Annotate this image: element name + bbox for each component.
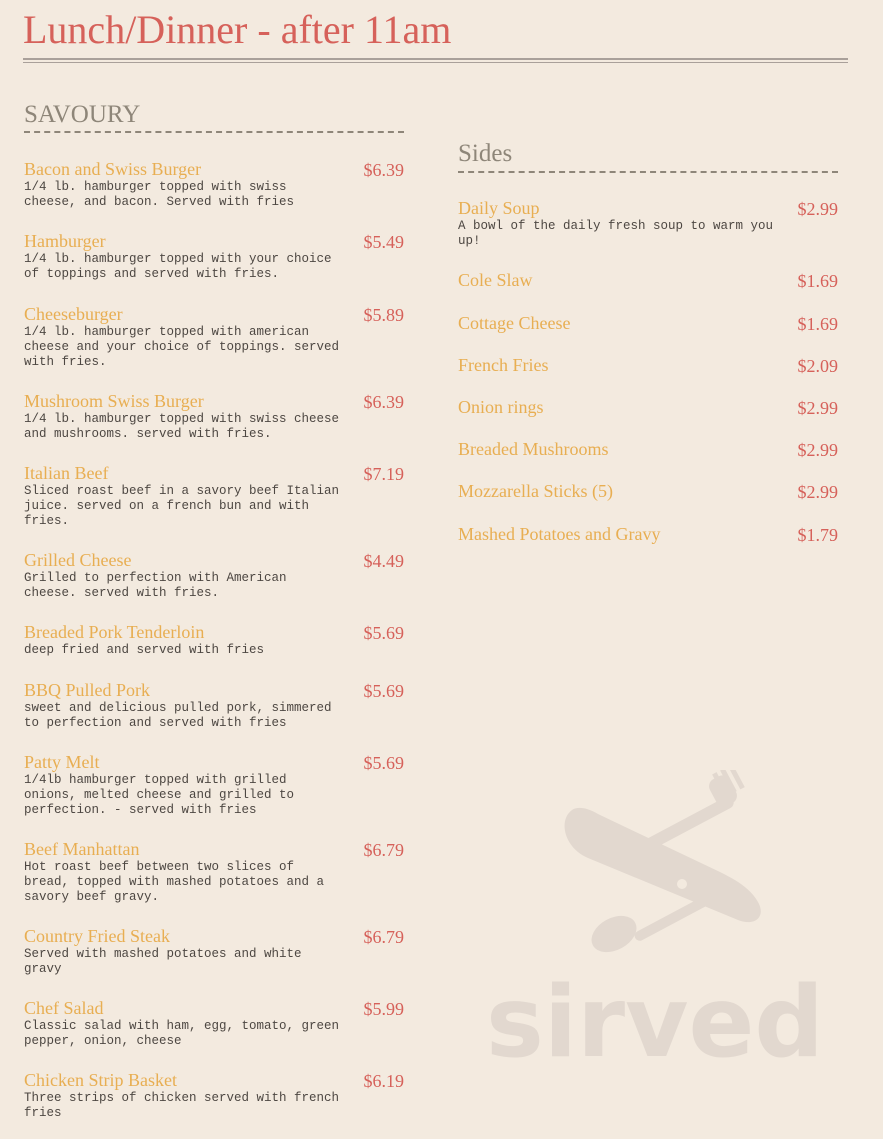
menu-item xyxy=(458,197,838,252)
item-price: $6.39 xyxy=(363,392,404,412)
menu-item xyxy=(24,621,404,661)
item-price: $2.09 xyxy=(797,356,838,376)
menu-item xyxy=(458,396,838,420)
item-price: $5.69 xyxy=(363,681,404,701)
item-name: Beef Manhattan xyxy=(24,839,140,859)
menu-item xyxy=(458,354,838,378)
menu-item xyxy=(24,925,404,975)
menu-item xyxy=(24,390,404,440)
menu-item xyxy=(24,158,404,208)
menu-item xyxy=(24,679,404,729)
page-title: Lunch/Dinner - after 11am xyxy=(23,7,452,52)
item-description: 1/4 lb. hamburger topped with swiss cheese, and bacon. Served with fries xyxy=(24,180,295,209)
item-name: Bacon and Swiss Burger xyxy=(24,159,202,179)
item-price: $5.69 xyxy=(363,623,404,643)
menu-item xyxy=(458,312,838,336)
item-price: $2.99 xyxy=(797,398,838,418)
item-name: Cheeseburger xyxy=(24,304,123,324)
item-name: Breaded Mushrooms xyxy=(458,439,609,459)
menu-item xyxy=(24,838,404,903)
item-name: Chef Salad xyxy=(24,998,104,1018)
item-description: Three strips of chicken served with french fries xyxy=(24,1091,340,1120)
menu-item xyxy=(24,462,404,527)
item-price: $5.69 xyxy=(363,753,404,773)
menu-item xyxy=(458,523,838,547)
item-price: $1.69 xyxy=(797,271,838,291)
sirved-wordmark: sirved xyxy=(486,966,824,1070)
item-price: $5.49 xyxy=(363,232,404,252)
item-description: 1/4lb hamburger topped with grilled onions, melted cheese and grilled to perfection. - served with fries xyxy=(24,773,295,817)
menu-item xyxy=(458,480,838,504)
item-name: Onion rings xyxy=(458,397,544,417)
item-name: Mashed Potatoes and Gravy xyxy=(458,524,661,544)
item-name: Hamburger xyxy=(24,231,106,251)
item-description: sweet and delicious pulled pork, simmered to perfection and served with fries xyxy=(24,701,332,730)
item-name: Cottage Cheese xyxy=(458,313,571,333)
item-description: Hot roast beef between two slices of bread, topped with mashed potatoes and a savory beef gravy. xyxy=(24,860,325,904)
item-price: $2.99 xyxy=(797,482,838,502)
menu-item xyxy=(458,438,838,462)
item-price: $4.49 xyxy=(363,551,404,571)
item-price: $5.89 xyxy=(363,305,404,325)
menu-item xyxy=(24,549,404,599)
item-name: Daily Soup xyxy=(458,198,540,218)
item-name: Chicken Strip Basket xyxy=(24,1070,177,1090)
item-description: 1/4 lb. hamburger topped with swiss cheese and mushrooms. served with fries. xyxy=(24,412,340,441)
section-title-savoury: SAVOURY xyxy=(24,101,141,128)
section-divider-sides xyxy=(458,171,838,173)
item-price: $6.79 xyxy=(363,840,404,860)
menu-item xyxy=(24,1069,404,1119)
item-name: Breaded Pork Tenderloin xyxy=(24,622,205,642)
item-description: Sliced roast beef in a savory beef Italian juice. served on a french bun and with fries. xyxy=(24,484,340,528)
item-name: Grilled Cheese xyxy=(24,550,132,570)
item-name: Mushroom Swiss Burger xyxy=(24,391,204,411)
fork-knife-spoon-icon xyxy=(565,770,761,959)
item-description: 1/4 lb. hamburger topped with american cheese and your choice of toppings. served with fries. xyxy=(24,325,340,369)
item-name: Cole Slaw xyxy=(458,270,533,290)
item-description: Classic salad with ham, egg, tomato, green pepper, onion, cheese xyxy=(24,1019,340,1048)
section-title-sides: Sides xyxy=(458,140,513,167)
item-price: $2.99 xyxy=(797,440,838,460)
title-divider xyxy=(23,58,848,63)
item-description: Grilled to perfection with American cheese. served with fries. xyxy=(24,571,287,600)
sirved-logo xyxy=(480,770,830,1070)
item-price: $2.99 xyxy=(797,199,838,219)
item-name: Country Fried Steak xyxy=(24,926,170,946)
item-description: 1/4 lb. hamburger topped with your choice of toppings and served with fries. xyxy=(24,252,332,281)
menu-item xyxy=(458,269,838,293)
item-price: $6.19 xyxy=(363,1071,404,1091)
item-price: $7.19 xyxy=(363,464,404,484)
item-description: deep fried and served with fries xyxy=(24,643,265,657)
section-divider-savoury xyxy=(24,131,404,133)
item-name: BBQ Pulled Pork xyxy=(24,680,151,700)
item-description: Served with mashed potatoes and white gravy xyxy=(24,947,302,976)
menu-item xyxy=(24,997,404,1047)
item-name: Patty Melt xyxy=(24,752,100,772)
item-name: French Fries xyxy=(458,355,549,375)
item-price: $5.99 xyxy=(363,999,404,1019)
item-price: $6.39 xyxy=(363,160,404,180)
item-price: $6.79 xyxy=(363,927,404,947)
item-description: A bowl of the daily fresh soup to warm you up! xyxy=(458,219,774,248)
item-name: Italian Beef xyxy=(24,463,109,483)
item-name: Mozzarella Sticks (5) xyxy=(458,481,613,501)
menu-item xyxy=(24,751,404,816)
item-price: $1.79 xyxy=(797,525,838,545)
item-price: $1.69 xyxy=(797,314,838,334)
menu-item xyxy=(24,303,404,368)
menu-item xyxy=(24,230,404,280)
